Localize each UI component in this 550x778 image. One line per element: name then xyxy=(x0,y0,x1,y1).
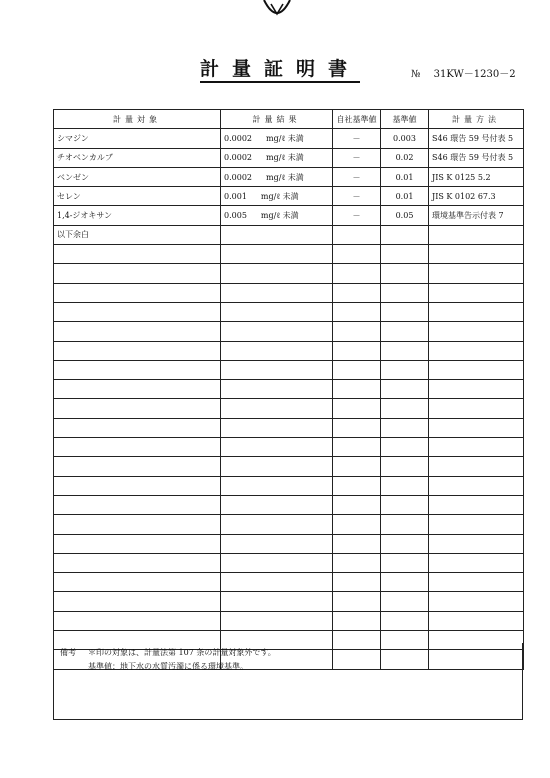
result-cell xyxy=(221,418,333,437)
standard-cell xyxy=(381,457,429,476)
standard-cell xyxy=(381,264,429,283)
method-cell xyxy=(429,476,524,495)
target-cell xyxy=(54,476,221,495)
logo-mark xyxy=(262,0,292,20)
measurement-table xyxy=(53,109,524,670)
table-row xyxy=(54,360,524,379)
result-unit: mg/ℓ 未満 xyxy=(266,133,304,143)
table-row xyxy=(54,418,524,437)
standard-cell xyxy=(381,438,429,457)
result-cell xyxy=(221,245,333,264)
standard-cell xyxy=(381,380,429,399)
standard-cell xyxy=(381,245,429,264)
standard-cell xyxy=(381,341,429,360)
result-value: 0.0002 xyxy=(224,133,252,143)
target-cell: チオベンカルブ xyxy=(54,148,221,167)
self-standard-cell xyxy=(333,245,381,264)
target-cell: シマジン xyxy=(54,129,221,148)
table-row xyxy=(54,515,524,534)
self-standard-cell xyxy=(333,283,381,302)
target-cell xyxy=(54,264,221,283)
result-cell xyxy=(221,611,333,630)
result-cell xyxy=(221,573,333,592)
table-row xyxy=(54,167,524,186)
self-standard-cell: － xyxy=(333,187,381,206)
standard-cell xyxy=(381,283,429,302)
standard-cell: 0.01 xyxy=(381,167,429,186)
target-cell: 1,4-ジオキサン xyxy=(54,206,221,225)
method-cell xyxy=(429,515,524,534)
method-cell xyxy=(429,225,524,244)
remarks-text-1: ＊印の対象は、計量法第 107 条の計量対象外です。 xyxy=(88,648,276,657)
method-cell xyxy=(429,380,524,399)
self-standard-cell xyxy=(333,534,381,553)
table-row xyxy=(54,476,524,495)
standard-cell xyxy=(381,418,429,437)
table-row xyxy=(54,302,524,321)
result-cell xyxy=(221,457,333,476)
self-standard-cell xyxy=(333,380,381,399)
result-value: 0.0002 xyxy=(224,172,252,182)
method-cell xyxy=(429,457,524,476)
self-standard-cell: － xyxy=(333,129,381,148)
table-row xyxy=(54,534,524,553)
self-standard-cell xyxy=(333,418,381,437)
method-cell: JIS K 0125 5.2 xyxy=(429,167,524,186)
standard-cell: 0.01 xyxy=(381,187,429,206)
target-cell xyxy=(54,611,221,630)
result-cell xyxy=(221,592,333,611)
header-self-standard: 自社基準値 xyxy=(333,110,381,129)
target-cell: 以下余白 xyxy=(54,225,221,244)
result-cell xyxy=(221,264,333,283)
method-cell: S46 環告 59 号付表 5 xyxy=(429,129,524,148)
remarks-box xyxy=(53,643,523,720)
table-row xyxy=(54,264,524,283)
result-cell xyxy=(221,476,333,495)
result-cell xyxy=(221,380,333,399)
table-row xyxy=(54,495,524,514)
self-standard-cell xyxy=(333,225,381,244)
result-cell xyxy=(221,187,333,206)
self-standard-cell xyxy=(333,322,381,341)
table-row xyxy=(54,245,524,264)
target-cell xyxy=(54,360,221,379)
method-cell xyxy=(429,418,524,437)
standard-cell xyxy=(381,399,429,418)
target-cell xyxy=(54,515,221,534)
standard-cell xyxy=(381,553,429,572)
self-standard-cell: － xyxy=(333,206,381,225)
self-standard-cell xyxy=(333,553,381,572)
table-row xyxy=(54,206,524,225)
standard-cell xyxy=(381,515,429,534)
standard-cell xyxy=(381,495,429,514)
table-row xyxy=(54,592,524,611)
self-standard-cell xyxy=(333,476,381,495)
document-title: 計量証明書 xyxy=(200,58,360,83)
table-row xyxy=(54,457,524,476)
method-cell xyxy=(429,245,524,264)
standard-cell: 0.02 xyxy=(381,148,429,167)
table-row xyxy=(54,225,524,244)
self-standard-cell xyxy=(333,438,381,457)
method-cell xyxy=(429,553,524,572)
result-cell xyxy=(221,148,333,167)
method-cell xyxy=(429,360,524,379)
target-cell: セレン xyxy=(54,187,221,206)
result-cell xyxy=(221,225,333,244)
standard-cell xyxy=(381,322,429,341)
standard-cell xyxy=(381,476,429,495)
result-value: 0.0002 xyxy=(224,153,252,163)
target-cell xyxy=(54,418,221,437)
result-cell xyxy=(221,534,333,553)
result-unit: mg/ℓ 未満 xyxy=(266,172,304,182)
target-cell xyxy=(54,534,221,553)
target-cell xyxy=(54,245,221,264)
table-header-row xyxy=(54,110,524,129)
table-row xyxy=(54,341,524,360)
target-cell xyxy=(54,553,221,572)
result-cell xyxy=(221,129,333,148)
table-row xyxy=(54,148,524,167)
self-standard-cell xyxy=(333,573,381,592)
target-cell xyxy=(54,380,221,399)
header-target: 計量対象 xyxy=(54,110,221,129)
method-cell xyxy=(429,534,524,553)
method-cell xyxy=(429,592,524,611)
header-method: 計量方法 xyxy=(429,110,524,129)
remarks-heading: 備考 xyxy=(60,648,76,657)
number-label: № xyxy=(411,69,421,80)
standard-cell: 0.003 xyxy=(381,129,429,148)
result-cell xyxy=(221,553,333,572)
standard-cell: 0.05 xyxy=(381,206,429,225)
remarks-line-2: 基準値：地下水の水質汚濁に係る環境基準。 xyxy=(88,662,248,671)
result-cell xyxy=(221,399,333,418)
target-cell xyxy=(54,399,221,418)
header-standard: 基準値 xyxy=(381,110,429,129)
result-cell xyxy=(221,302,333,321)
table-row xyxy=(54,187,524,206)
table-row xyxy=(54,129,524,148)
number-value: 31KW－1230－2 xyxy=(433,69,516,80)
standard-cell xyxy=(381,592,429,611)
result-unit: mg/ℓ 未満 xyxy=(266,153,304,163)
self-standard-cell xyxy=(333,360,381,379)
table-row xyxy=(54,611,524,630)
result-cell xyxy=(221,283,333,302)
method-cell xyxy=(429,264,524,283)
table-row xyxy=(54,322,524,341)
method-cell xyxy=(429,573,524,592)
target-cell xyxy=(54,302,221,321)
result-unit: mg/ℓ 未満 xyxy=(260,191,299,201)
standard-cell xyxy=(381,225,429,244)
method-cell xyxy=(429,302,524,321)
target-cell: ベンゼン xyxy=(54,167,221,186)
result-cell xyxy=(221,322,333,341)
table-row xyxy=(54,380,524,399)
method-cell xyxy=(429,495,524,514)
standard-cell xyxy=(381,360,429,379)
method-cell xyxy=(429,322,524,341)
table-row xyxy=(54,553,524,572)
target-cell xyxy=(54,283,221,302)
method-cell: JIS K 0102 67.3 xyxy=(429,187,524,206)
result-value: 0.005 xyxy=(224,211,247,221)
remarks-line-1 xyxy=(60,647,276,658)
target-cell xyxy=(54,457,221,476)
result-cell xyxy=(221,167,333,186)
method-cell xyxy=(429,399,524,418)
result-cell xyxy=(221,341,333,360)
self-standard-cell xyxy=(333,611,381,630)
target-cell xyxy=(54,322,221,341)
method-cell: S46 環告 59 号付表 5 xyxy=(429,148,524,167)
target-cell xyxy=(54,592,221,611)
method-cell xyxy=(429,283,524,302)
self-standard-cell: － xyxy=(333,167,381,186)
method-cell xyxy=(429,438,524,457)
table-row xyxy=(54,283,524,302)
result-cell xyxy=(221,495,333,514)
table-row xyxy=(54,438,524,457)
self-standard-cell xyxy=(333,302,381,321)
self-standard-cell xyxy=(333,341,381,360)
target-cell xyxy=(54,495,221,514)
table-row xyxy=(54,573,524,592)
self-standard-cell xyxy=(333,515,381,534)
result-value: 0.001 xyxy=(224,191,247,201)
standard-cell xyxy=(381,573,429,592)
target-cell xyxy=(54,341,221,360)
header-result: 計量結果 xyxy=(221,110,333,129)
document-number xyxy=(411,65,516,80)
target-cell xyxy=(54,573,221,592)
result-cell xyxy=(221,360,333,379)
result-cell xyxy=(221,515,333,534)
self-standard-cell xyxy=(333,457,381,476)
self-standard-cell xyxy=(333,399,381,418)
standard-cell xyxy=(381,534,429,553)
method-cell xyxy=(429,341,524,360)
target-cell xyxy=(54,438,221,457)
method-cell: 環境基準告示付表 7 xyxy=(429,206,524,225)
self-standard-cell: － xyxy=(333,148,381,167)
table-row xyxy=(54,399,524,418)
method-cell xyxy=(429,611,524,630)
result-cell xyxy=(221,438,333,457)
result-unit: mg/ℓ 未満 xyxy=(260,211,299,221)
result-cell xyxy=(221,206,333,225)
standard-cell xyxy=(381,302,429,321)
self-standard-cell xyxy=(333,592,381,611)
self-standard-cell xyxy=(333,495,381,514)
standard-cell xyxy=(381,611,429,630)
self-standard-cell xyxy=(333,264,381,283)
